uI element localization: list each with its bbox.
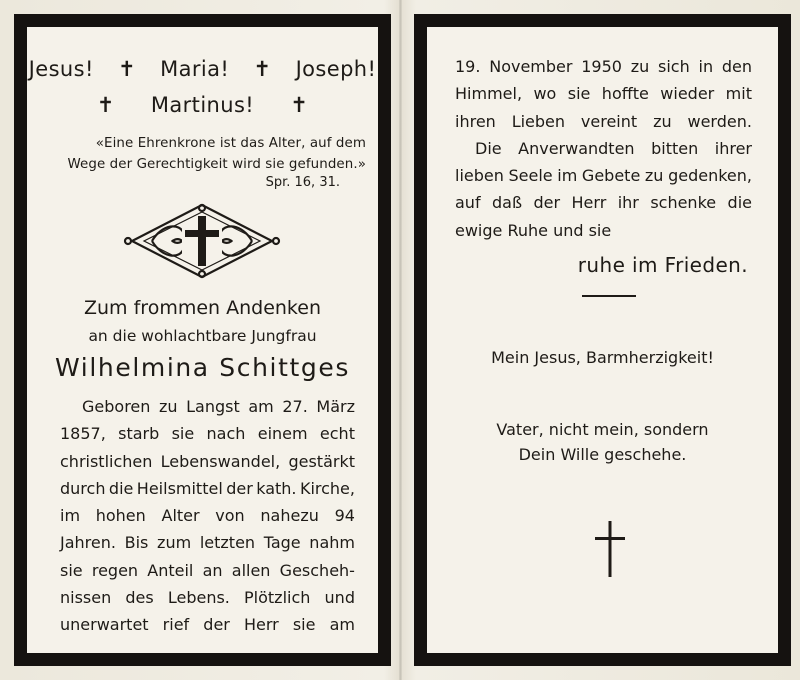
heading: Zum frommen Andenken (84, 297, 321, 319)
word: die (108, 478, 134, 498)
quote-line: Wege der Gerechtigkeit wird sie gefunden.» (67, 157, 366, 172)
word: daß (492, 193, 523, 213)
word: 1857, (60, 424, 106, 444)
word: am (248, 397, 274, 416)
word: sich (658, 57, 690, 76)
word: im (60, 506, 81, 526)
body-line (455, 80, 752, 107)
word: Herr (243, 615, 279, 635)
word: sie (292, 615, 316, 635)
cross-ornament-icon (122, 202, 282, 280)
invocation-line-1 (27, 57, 378, 81)
body-line (455, 162, 752, 189)
body-line (60, 557, 355, 584)
word: zu (653, 111, 672, 131)
word: echt (319, 424, 355, 444)
invocation-joseph: Joseph! (295, 57, 377, 81)
word: der (226, 478, 253, 498)
prayer-line: Vater, nicht mein, sondern (496, 420, 709, 439)
word: schenke (650, 193, 717, 213)
word: vereint (580, 111, 638, 131)
word: ihr (617, 193, 639, 213)
word: den (721, 57, 752, 76)
word: nissen (60, 588, 112, 608)
body-line (455, 189, 752, 216)
word: Gescheh- (279, 560, 355, 580)
word: zum (157, 533, 192, 553)
invocation-maria: Maria! (160, 57, 230, 81)
word: sie (171, 424, 195, 444)
word: ihren (455, 111, 496, 131)
word: einem (257, 424, 308, 444)
body-line (60, 611, 355, 638)
word: durch (60, 478, 106, 498)
prayer-mercy: Mein Jesus, Barmherzigkeit! (491, 348, 714, 367)
word: lieben (455, 166, 504, 186)
cross-icon: ✝ (290, 93, 309, 117)
word: 27. (282, 397, 308, 416)
right-body-text (455, 53, 752, 244)
word: unerwartet (60, 615, 149, 635)
word: regen (91, 560, 139, 580)
word: die (727, 193, 752, 213)
word: Geboren (82, 397, 151, 416)
word: Alter (161, 506, 200, 526)
word: auf (455, 193, 481, 213)
word: nach (206, 424, 246, 444)
word: Jahren. (60, 533, 116, 553)
cross-icon: ✝ (117, 57, 136, 81)
word: März (316, 397, 355, 416)
word: letzten (199, 533, 256, 553)
left-body-text (60, 393, 355, 639)
cross-icon: ✝ (96, 93, 115, 117)
word: Bis (124, 533, 149, 553)
body-line (60, 502, 355, 529)
word: 1950 (581, 57, 622, 76)
bible-quote (53, 133, 366, 175)
body-line (60, 448, 355, 475)
word: bitten (651, 138, 699, 158)
word: hohen (95, 506, 146, 526)
word: gestärkt (288, 451, 355, 471)
word: Lieben (511, 111, 566, 131)
word: der (533, 193, 561, 213)
word: Herr (571, 193, 607, 213)
word: zu (630, 57, 650, 76)
word: starb (118, 424, 160, 444)
word: nahezu (260, 506, 319, 526)
word: 94 (334, 506, 355, 526)
closing-phrase: ruhe im Frieden. (577, 253, 748, 277)
divider (582, 295, 636, 297)
word: gedenken, (668, 166, 752, 186)
word: 19. (455, 57, 481, 76)
word: sie (60, 560, 83, 580)
word: an (202, 560, 223, 580)
word: Tage (263, 533, 301, 553)
subheading: an die wohlachtbare Jungfrau (88, 327, 317, 345)
body-line (60, 529, 355, 556)
cross-icon: ✝ (253, 57, 272, 81)
word: zu (644, 166, 664, 186)
word: Kirche, (299, 478, 355, 498)
word: im (557, 166, 578, 186)
word: Lebenswandel, (160, 451, 281, 471)
word: sie (567, 84, 591, 104)
word: ihrer (714, 138, 752, 158)
word: von (215, 506, 245, 526)
word: Langst (186, 397, 240, 416)
quote-reference: Spr. 16, 31. (265, 175, 340, 190)
deceased-name: Wilhelmina Schittges (55, 353, 350, 382)
word: Die (475, 138, 502, 158)
word: Seele (508, 166, 553, 186)
word: November (489, 57, 573, 76)
word: Anteil (147, 560, 194, 580)
body-line: ewige Ruhe und sie (455, 220, 612, 240)
left-panel (14, 14, 391, 666)
word: christlichen (60, 451, 153, 471)
cross-icon (595, 521, 625, 577)
word: mit (725, 84, 752, 104)
quote-line: «Eine Ehrenkrone ist das Alter, auf dem (95, 136, 366, 151)
word: wieder (660, 84, 715, 104)
word: Anverwandten (518, 138, 635, 158)
word: Plötzlich (244, 588, 311, 608)
word: rief (162, 615, 190, 635)
invocation-jesus: Jesus! (28, 57, 94, 81)
body-line (455, 53, 752, 80)
body-line (60, 584, 355, 611)
prayer-line: Dein Wille geschehe. (518, 445, 687, 464)
invocation-martinus: Martinus! (150, 93, 255, 117)
word: Himmel, (455, 84, 523, 104)
body-line (455, 135, 752, 162)
word: der (203, 615, 230, 635)
body-line (455, 108, 752, 135)
body-line (60, 393, 355, 420)
word: in (698, 57, 714, 76)
word: allen (231, 560, 271, 580)
right-panel (414, 14, 791, 666)
word: des (125, 588, 154, 608)
word: Heilsmittel (136, 478, 223, 498)
word: am (329, 615, 355, 635)
word: nahm (309, 533, 355, 553)
word: kath. (256, 478, 297, 498)
word: werden. (687, 111, 752, 131)
word: hoffte (601, 84, 649, 104)
word: Lebens. (167, 588, 230, 608)
word: Gebete (581, 166, 641, 186)
word: und (324, 588, 355, 608)
card-fold (399, 0, 402, 680)
word: zu (159, 397, 178, 416)
word: wo (533, 84, 557, 104)
body-line (60, 475, 355, 502)
body-line (60, 420, 355, 447)
invocation-line-2 (27, 93, 378, 117)
